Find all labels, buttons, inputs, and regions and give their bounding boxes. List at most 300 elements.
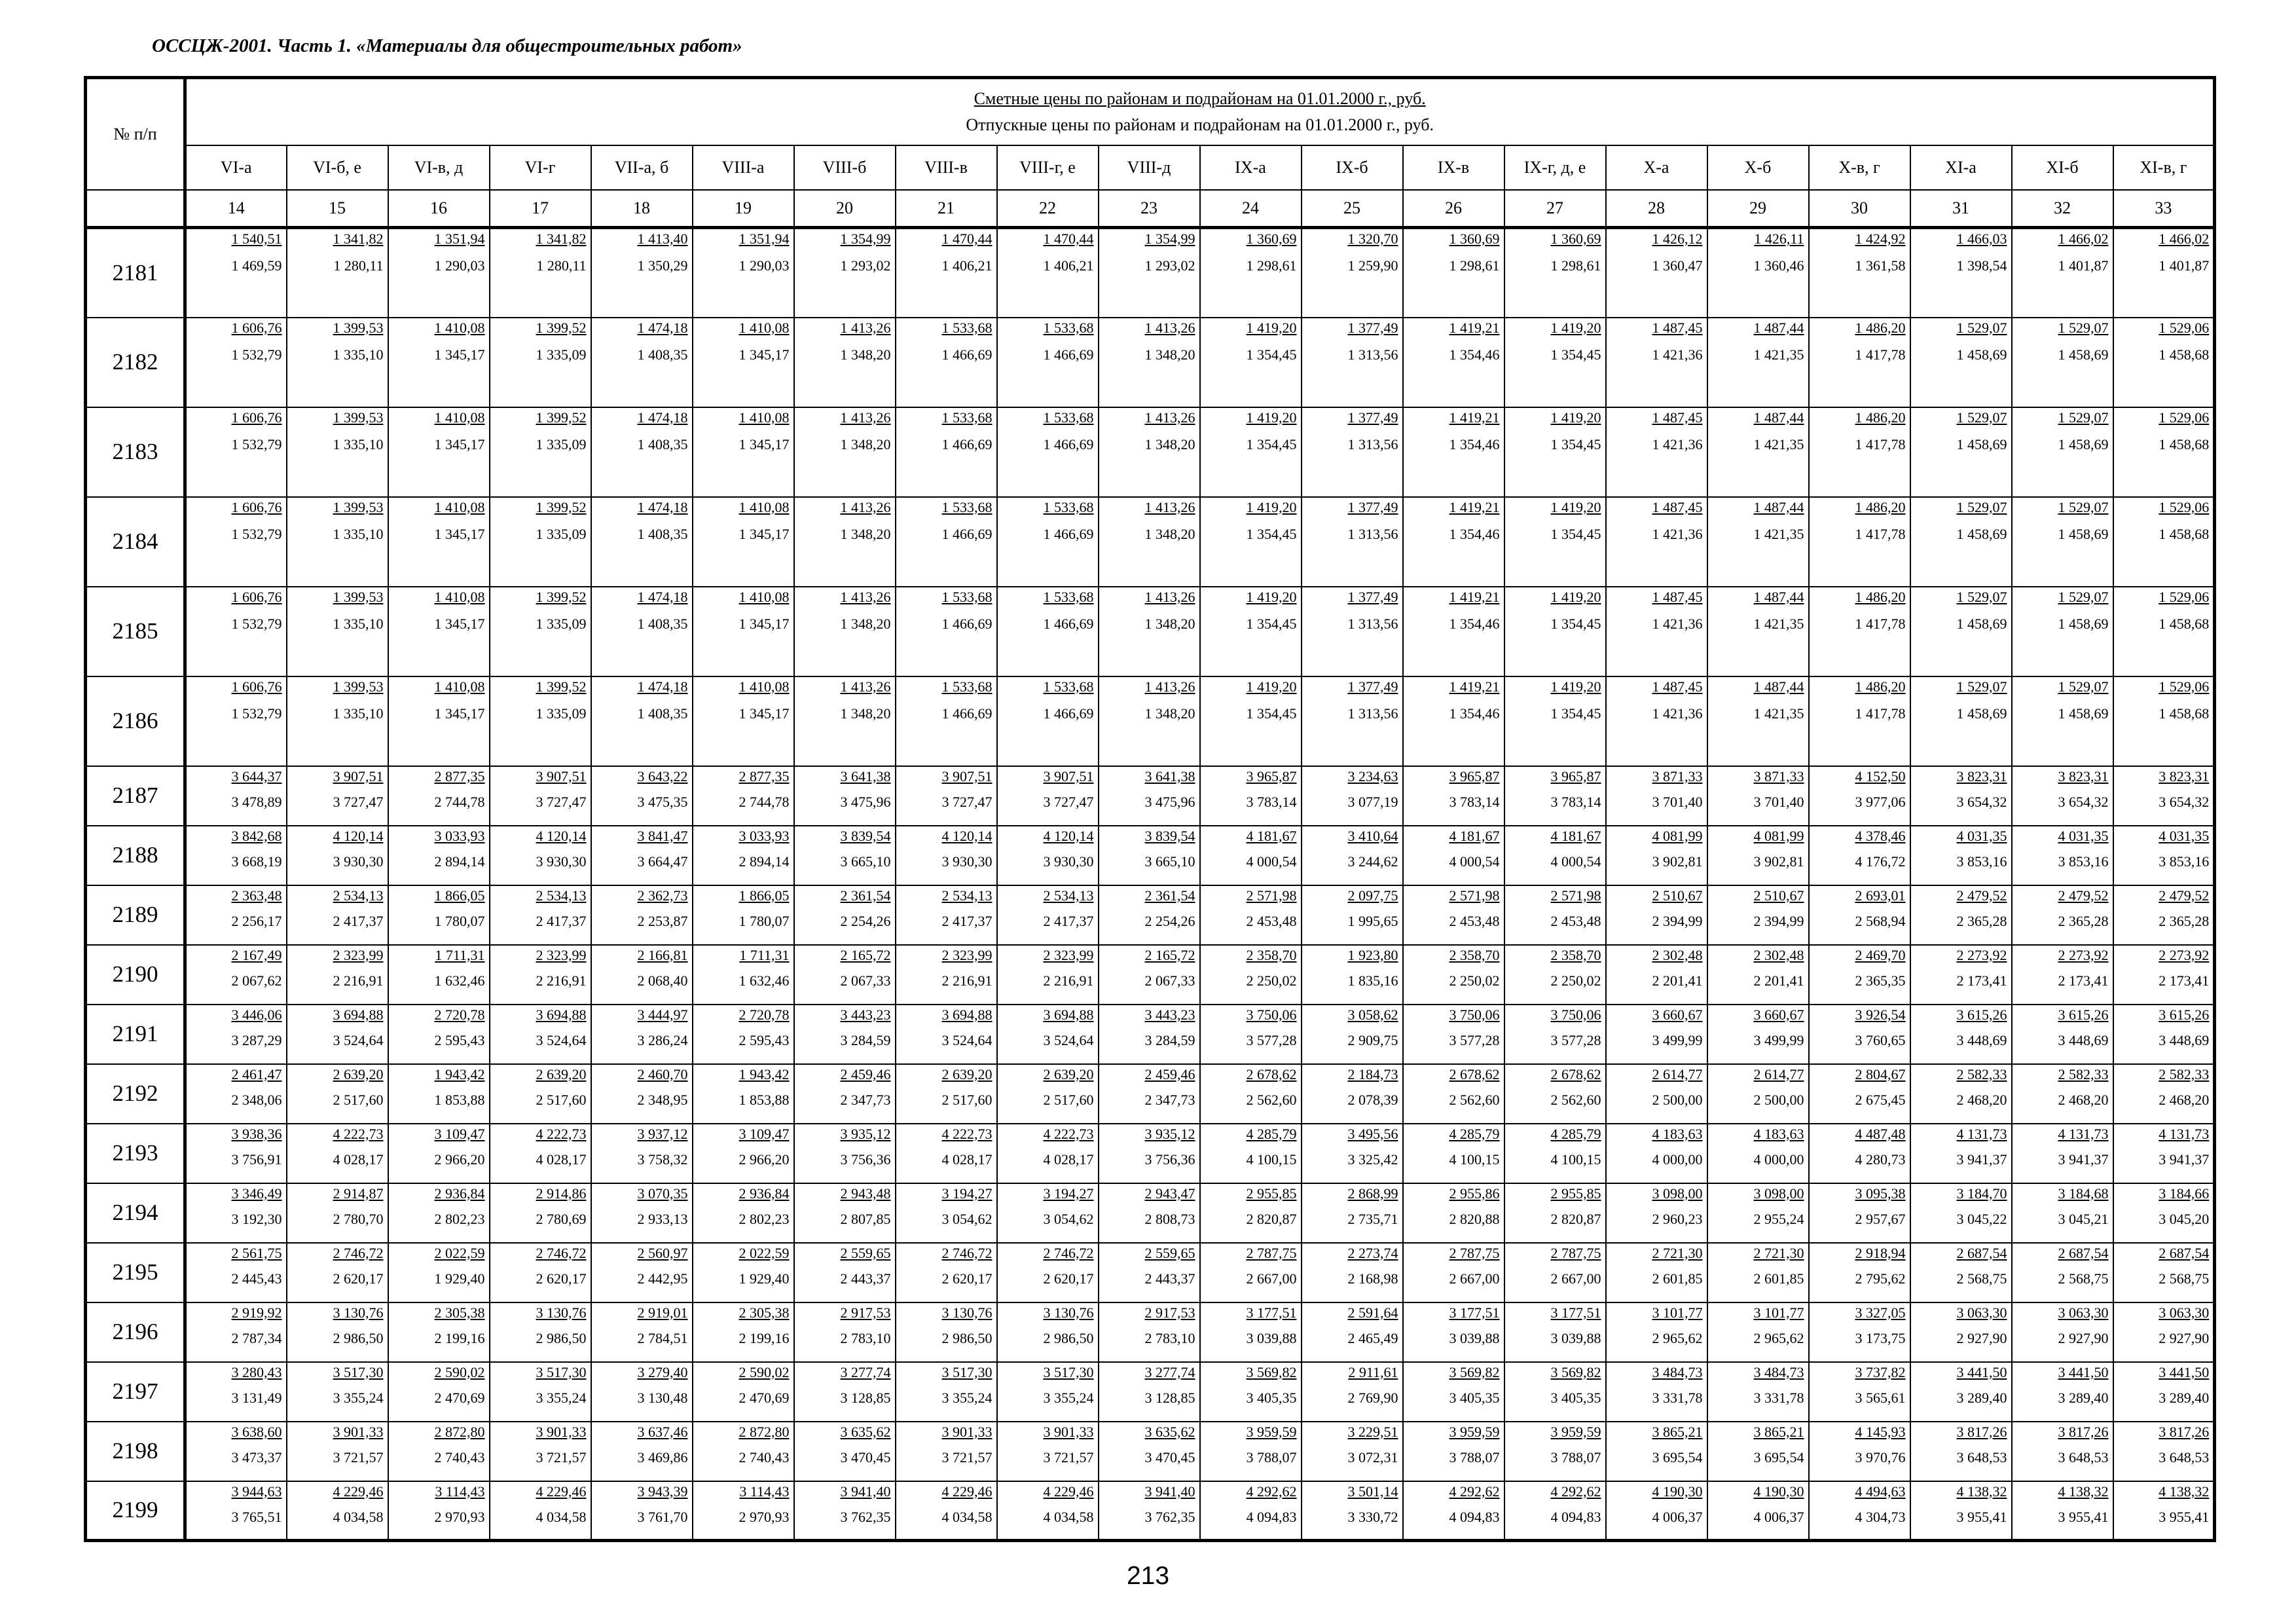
row-number: 2192: [86, 1064, 185, 1124]
release-price: 2 927,90: [2058, 1329, 2109, 1346]
estimate-price: 2 361,54: [1144, 887, 1195, 904]
release-price: 3 762,35: [840, 1508, 891, 1525]
price-cell: [1200, 1005, 1302, 1064]
release-price: 3 665,10: [840, 853, 891, 870]
release-price: 2 254,26: [840, 912, 891, 929]
release-price: 2 067,33: [840, 972, 891, 989]
release-price: 4 000,00: [1652, 1151, 1703, 1168]
price-cell: [591, 318, 693, 407]
release-price: 1 360,46: [1753, 257, 1804, 274]
price-cell: [490, 1183, 591, 1243]
release-price: 1 458,69: [1956, 615, 2007, 632]
price-cell: [693, 945, 794, 1005]
price-cell: [2012, 885, 2113, 945]
release-price: 4 100,15: [1449, 1151, 1500, 1168]
price-cell: [1910, 945, 2012, 1005]
price-cell: [388, 1005, 490, 1064]
title-estimate-prices: Сметные цены по районам и подрайонам на 01.01.2000 г., руб.: [974, 89, 1426, 108]
price-cell: [997, 1064, 1099, 1124]
release-price: 2 595,43: [434, 1031, 485, 1048]
price-cell: [1504, 228, 1606, 318]
release-price: 2 675,45: [1855, 1091, 1906, 1108]
estimate-price: 1 377,49: [1347, 319, 1398, 336]
estimate-price: 2 787,75: [1550, 1244, 1601, 1261]
price-cell: [1504, 826, 1606, 885]
estimate-price: 4 120,14: [1043, 827, 1094, 844]
release-price: 1 348,20: [840, 435, 891, 452]
column-number-blank: [86, 190, 185, 228]
release-price: 4 100,15: [1246, 1151, 1297, 1168]
price-cell: [1707, 885, 1809, 945]
price-cell: [490, 676, 591, 766]
estimate-price: 1 474,18: [637, 409, 688, 426]
price-cell: [185, 497, 287, 587]
release-price: 2 667,00: [1449, 1270, 1500, 1287]
column-number: 16: [388, 190, 490, 228]
price-cell: [1606, 1124, 1707, 1183]
price-cell: [1606, 826, 1707, 885]
release-price: 3 727,47: [333, 793, 384, 810]
estimate-price: 3 327,05: [1855, 1304, 1906, 1321]
estimate-price: 1 487,44: [1753, 588, 1804, 605]
price-cell: [1200, 497, 1302, 587]
release-price: 1 421,36: [1652, 525, 1703, 542]
release-price: 3 325,42: [1347, 1151, 1398, 1168]
estimate-price: 1 419,20: [1550, 319, 1601, 336]
release-price: 2 740,43: [434, 1449, 485, 1466]
price-cell: [693, 497, 794, 587]
estimate-price: 1 413,26: [1144, 498, 1195, 515]
release-price: 1 259,90: [1347, 257, 1398, 274]
price-cell: [1099, 945, 1200, 1005]
estimate-price: 4 138,32: [2159, 1483, 2210, 1500]
price-cell: [2113, 497, 2215, 587]
release-price: 3 695,54: [1652, 1449, 1703, 1466]
estimate-price: 3 441,50: [1956, 1363, 2007, 1380]
column-number: 30: [1809, 190, 1910, 228]
estimate-price: 4 183,63: [1652, 1125, 1703, 1142]
price-cell: [1707, 676, 1809, 766]
estimate-price: 4 081,99: [1753, 827, 1804, 844]
price-cell: [388, 1183, 490, 1243]
column-number: 23: [1099, 190, 1200, 228]
region-header: IX-б: [1302, 145, 1403, 190]
release-price: 1 408,35: [637, 525, 688, 542]
release-price: 1 469,59: [231, 257, 282, 274]
price-cell: [896, 318, 997, 407]
estimate-price: 1 410,08: [738, 409, 790, 426]
estimate-price: 1 487,44: [1753, 409, 1804, 426]
estimate-price: 2 363,48: [231, 887, 282, 904]
estimate-price: 3 234,63: [1347, 767, 1398, 784]
price-cell: [1099, 1183, 1200, 1243]
estimate-price: 4 229,46: [941, 1483, 993, 1500]
release-price: 1 335,09: [536, 435, 587, 452]
release-price: 3 783,14: [1550, 793, 1601, 810]
estimate-price: 1 529,07: [2058, 678, 2109, 695]
release-price: 3 284,59: [1144, 1031, 1195, 1048]
price-cell: [2012, 1362, 2113, 1422]
estimate-price: 3 517,30: [1043, 1363, 1094, 1380]
release-price: 1 408,35: [637, 615, 688, 632]
estimate-price: 3 101,77: [1753, 1304, 1804, 1321]
estimate-price: 3 907,51: [941, 767, 993, 784]
release-price: 1 421,36: [1652, 615, 1703, 632]
price-cell: [1099, 587, 1200, 676]
estimate-price: 1 711,31: [435, 946, 485, 963]
release-price: 2 620,17: [941, 1270, 993, 1287]
price-cell: [896, 407, 997, 497]
price-cell: [388, 1243, 490, 1302]
price-cell: [997, 407, 1099, 497]
estimate-price: 1 419,21: [1449, 319, 1500, 336]
estimate-price: 2 166,81: [637, 946, 688, 963]
release-price: 3 853,16: [1956, 853, 2007, 870]
release-price: 3 470,45: [840, 1449, 891, 1466]
estimate-price: 1 529,07: [1956, 498, 2007, 515]
release-price: 2 966,20: [738, 1151, 790, 1168]
estimate-price: 1 419,20: [1246, 409, 1297, 426]
estimate-price: 4 181,67: [1550, 827, 1601, 844]
price-cell: [287, 676, 388, 766]
price-cell: [1403, 1362, 1504, 1422]
release-price: 2 820,87: [1550, 1210, 1601, 1227]
price-cell: [794, 885, 896, 945]
price-cell: [591, 826, 693, 885]
release-price: 2 986,50: [941, 1329, 993, 1346]
estimate-price: 3 109,47: [434, 1125, 485, 1142]
release-price: 3 577,28: [1550, 1031, 1601, 1048]
price-cell: [2012, 1183, 2113, 1243]
estimate-price: 3 517,30: [536, 1363, 587, 1380]
estimate-price: 3 130,76: [536, 1304, 587, 1321]
estimate-price: 3 177,51: [1449, 1304, 1500, 1321]
price-cell: [1910, 587, 2012, 676]
release-price: 4 034,58: [1043, 1508, 1094, 1525]
price-cell: [1707, 1362, 1809, 1422]
estimate-price: 2 687,54: [1956, 1244, 2007, 1261]
estimate-price: 3 098,00: [1753, 1185, 1804, 1202]
release-price: 2 802,23: [738, 1210, 790, 1227]
release-price: 3 930,30: [333, 853, 384, 870]
release-price: 3 721,57: [536, 1449, 587, 1466]
price-cell: [1302, 1481, 1403, 1541]
estimate-price: 3 033,93: [738, 827, 790, 844]
release-price: 1 417,78: [1855, 615, 1906, 632]
estimate-price: 2 693,01: [1855, 887, 1906, 904]
estimate-price: 3 959,59: [1550, 1423, 1601, 1440]
release-price: 2 256,17: [231, 912, 282, 929]
price-cell: [794, 676, 896, 766]
release-price: 3 853,16: [2159, 853, 2210, 870]
price-cell: [1302, 1124, 1403, 1183]
price-cell: [1504, 407, 1606, 497]
release-price: 1 290,03: [434, 257, 485, 274]
price-cell: [2012, 1124, 2113, 1183]
price-cell: [1910, 1124, 2012, 1183]
price-cell: [1606, 1064, 1707, 1124]
estimate-price: 3 901,33: [333, 1423, 384, 1440]
estimate-price: 4 292,62: [1246, 1483, 1297, 1500]
price-cell: [1200, 228, 1302, 318]
release-price: 1 458,69: [2058, 346, 2109, 363]
price-cell: [794, 318, 896, 407]
release-price: 2 966,20: [434, 1151, 485, 1168]
price-cell: [693, 676, 794, 766]
price-cell: [896, 885, 997, 945]
estimate-price: 3 443,23: [1144, 1006, 1195, 1023]
release-price: 1 348,20: [840, 705, 891, 722]
release-price: 2 465,49: [1347, 1329, 1398, 1346]
price-cell: [1910, 1064, 2012, 1124]
price-cell: [591, 1124, 693, 1183]
price-cell: [185, 228, 287, 318]
price-cell: [1099, 1064, 1200, 1124]
estimate-price: 3 643,22: [637, 767, 688, 784]
release-price: 1 398,54: [1956, 257, 2007, 274]
region-header: VIII-в: [896, 145, 997, 190]
price-cell: [1809, 407, 1910, 497]
release-price: 3 054,62: [941, 1210, 993, 1227]
release-price: 2 820,88: [1449, 1210, 1500, 1227]
estimate-price: 2 918,94: [1855, 1244, 1906, 1261]
estimate-price: 2 534,13: [941, 887, 993, 904]
estimate-price: 2 022,59: [434, 1244, 485, 1261]
estimate-price: 3 941,40: [1144, 1483, 1195, 1500]
release-price: 1 348,20: [840, 525, 891, 542]
price-cell: [1910, 318, 2012, 407]
estimate-price: 1 413,26: [840, 588, 891, 605]
price-cell: [1707, 1005, 1809, 1064]
estimate-price: 1 529,06: [2159, 409, 2210, 426]
estimate-price: 3 817,26: [1956, 1423, 2007, 1440]
table-row: [86, 1362, 2215, 1422]
estimate-price: 1 533,68: [1043, 409, 1094, 426]
estimate-price: 2 358,70: [1246, 946, 1297, 963]
estimate-price: 1 419,20: [1246, 498, 1297, 515]
release-price: 2 365,28: [2058, 912, 2109, 929]
release-price: 3 701,40: [1753, 793, 1804, 810]
release-price: 1 354,45: [1550, 435, 1601, 452]
estimate-price: 3 907,51: [1043, 767, 1094, 784]
estimate-price: 1 529,07: [2058, 498, 2109, 515]
estimate-price: 1 606,76: [231, 498, 282, 515]
release-price: 2 933,13: [637, 1210, 688, 1227]
estimate-price: 2 582,33: [2159, 1065, 2210, 1082]
row-number: 2188: [86, 826, 185, 885]
release-price: 2 468,20: [2159, 1091, 2210, 1108]
price-cell: [1302, 1005, 1403, 1064]
release-price: 3 765,51: [231, 1508, 282, 1525]
estimate-price: 3 635,62: [1144, 1423, 1195, 1440]
estimate-price: 4 031,35: [2058, 827, 2109, 844]
estimate-price: 1 470,44: [1043, 231, 1094, 247]
price-cell: [1403, 1183, 1504, 1243]
estimate-price: 1 487,45: [1652, 498, 1703, 515]
release-price: 3 469,86: [637, 1449, 688, 1466]
release-price: 4 304,73: [1855, 1508, 1906, 1525]
release-price: 1 421,35: [1753, 435, 1804, 452]
price-cell: [1809, 885, 1910, 945]
estimate-price: 2 720,78: [738, 1006, 790, 1023]
estimate-price: 1 486,20: [1855, 319, 1906, 336]
release-price: 1 280,11: [333, 257, 384, 274]
price-cell: [287, 1481, 388, 1541]
estimate-price: 1 943,42: [738, 1065, 790, 1082]
release-price: 2 620,17: [536, 1270, 587, 1287]
estimate-price: 3 184,70: [1956, 1185, 2007, 1202]
release-price: 1 335,09: [536, 615, 587, 632]
release-price: 1 466,69: [941, 346, 993, 363]
price-cell: [1606, 885, 1707, 945]
price-cell: [1606, 945, 1707, 1005]
release-price: 1 421,36: [1652, 435, 1703, 452]
release-price: 1 354,45: [1550, 615, 1601, 632]
estimate-price: 3 750,06: [1449, 1006, 1500, 1023]
price-cell: [490, 1064, 591, 1124]
price-cell: [1606, 1005, 1707, 1064]
estimate-price: 1 413,26: [840, 498, 891, 515]
price-cell: [1707, 945, 1809, 1005]
price-cell: [997, 945, 1099, 1005]
estimate-price: 1 341,82: [333, 231, 384, 247]
release-price: 3 941,37: [1956, 1151, 2007, 1168]
estimate-price: 1 413,40: [637, 231, 688, 247]
price-cell: [490, 945, 591, 1005]
estimate-price: 2 936,84: [738, 1185, 790, 1202]
column-number: 24: [1200, 190, 1302, 228]
estimate-price: 1 413,26: [1144, 588, 1195, 605]
release-price: 3 930,30: [536, 853, 587, 870]
release-price: 1 293,02: [1144, 257, 1195, 274]
price-cell: [1707, 318, 1809, 407]
estimate-price: 4 292,62: [1550, 1483, 1601, 1500]
price-cell: [794, 945, 896, 1005]
estimate-price: 3 177,51: [1550, 1304, 1601, 1321]
estimate-price: 1 419,21: [1449, 678, 1500, 695]
release-price: 2 417,37: [1043, 912, 1094, 929]
estimate-price: 2 590,02: [738, 1363, 790, 1380]
release-price: 3 788,07: [1246, 1449, 1297, 1466]
release-price: 2 808,73: [1144, 1210, 1195, 1227]
price-cell: [1606, 1302, 1707, 1362]
release-price: 3 727,47: [1043, 793, 1094, 810]
release-price: 2 595,43: [738, 1031, 790, 1048]
price-cell: [1099, 318, 1200, 407]
price-cell: [185, 1481, 287, 1541]
release-price: 3 902,81: [1753, 853, 1804, 870]
estimate-price: 2 559,65: [1144, 1244, 1195, 1261]
estimate-price: 1 399,52: [536, 678, 587, 695]
estimate-price: 1 377,49: [1347, 678, 1398, 695]
region-header: XI-а: [1910, 145, 2012, 190]
price-cell: [997, 1422, 1099, 1481]
price-cell: [388, 1422, 490, 1481]
release-price: 1 408,35: [637, 435, 688, 452]
release-price: 3 475,96: [840, 793, 891, 810]
estimate-price: 2 022,59: [738, 1244, 790, 1261]
estimate-price: 1 377,49: [1347, 409, 1398, 426]
release-price: 3 762,35: [1144, 1508, 1195, 1525]
release-price: 3 783,14: [1246, 793, 1297, 810]
price-cell: [1910, 1422, 2012, 1481]
price-cell: [1809, 1422, 1910, 1481]
price-cell: [794, 1362, 896, 1422]
estimate-price: 2 582,33: [1956, 1065, 2007, 1082]
row-number: 2181: [86, 228, 185, 318]
price-cell: [1099, 1422, 1200, 1481]
region-header: VI-в, д: [388, 145, 490, 190]
price-cell: [1403, 1124, 1504, 1183]
release-price: 3 405,35: [1246, 1389, 1297, 1406]
release-price: 2 216,91: [536, 972, 587, 989]
row-number: 2191: [86, 1005, 185, 1064]
estimate-price: 3 937,12: [637, 1125, 688, 1142]
estimate-price: 1 413,26: [1144, 319, 1195, 336]
price-cell: [1302, 587, 1403, 676]
estimate-price: 3 901,33: [536, 1423, 587, 1440]
release-price: 3 902,81: [1652, 853, 1703, 870]
estimate-price: 2 678,62: [1449, 1065, 1500, 1082]
release-price: 1 345,17: [738, 435, 790, 452]
estimate-price: 2 534,13: [333, 887, 384, 904]
price-cell: [287, 1064, 388, 1124]
estimate-price: 2 571,98: [1550, 887, 1601, 904]
row-number: 2190: [86, 945, 185, 1005]
price-cell: [2113, 676, 2215, 766]
release-price: 3 473,37: [231, 1449, 282, 1466]
release-price: 1 401,87: [2159, 257, 2210, 274]
price-cell: [287, 826, 388, 885]
estimate-price: 1 866,05: [738, 887, 790, 904]
row-number: 2184: [86, 497, 185, 587]
price-cell: [1809, 1481, 1910, 1541]
estimate-price: 1 399,53: [333, 678, 384, 695]
release-price: 3 853,16: [2058, 853, 2109, 870]
estimate-price: 1 399,53: [333, 319, 384, 336]
release-price: 2 568,94: [1855, 912, 1906, 929]
price-cell: [1707, 1422, 1809, 1481]
table-row: [86, 826, 2215, 885]
price-cell: [1606, 676, 1707, 766]
price-cell: [2012, 766, 2113, 826]
release-price: 1 458,68: [2159, 705, 2210, 722]
estimate-price: 2 165,72: [1144, 946, 1195, 963]
price-cell: [1403, 676, 1504, 766]
row-number: 2193: [86, 1124, 185, 1183]
estimate-price: 2 590,02: [434, 1363, 485, 1380]
release-price: 2 601,85: [1753, 1270, 1804, 1287]
estimate-price: 1 320,70: [1347, 231, 1398, 247]
price-cell: [490, 407, 591, 497]
estimate-price: 1 419,20: [1550, 588, 1601, 605]
price-cell: [1403, 497, 1504, 587]
region-header: IX-г, д, е: [1504, 145, 1606, 190]
price-cell: [287, 1183, 388, 1243]
price-cell: [1200, 318, 1302, 407]
price-cell: [287, 228, 388, 318]
estimate-price: 3 177,51: [1246, 1304, 1297, 1321]
estimate-price: 3 194,27: [1043, 1185, 1094, 1202]
price-cell: [287, 497, 388, 587]
price-cell: [1403, 228, 1504, 318]
release-price: 3 039,88: [1449, 1329, 1500, 1346]
estimate-price: 2 510,67: [1753, 887, 1804, 904]
estimate-price: 4 138,32: [1956, 1483, 2007, 1500]
price-table: [84, 76, 2216, 1542]
table-row: [86, 766, 2215, 826]
release-price: 2 216,91: [333, 972, 384, 989]
